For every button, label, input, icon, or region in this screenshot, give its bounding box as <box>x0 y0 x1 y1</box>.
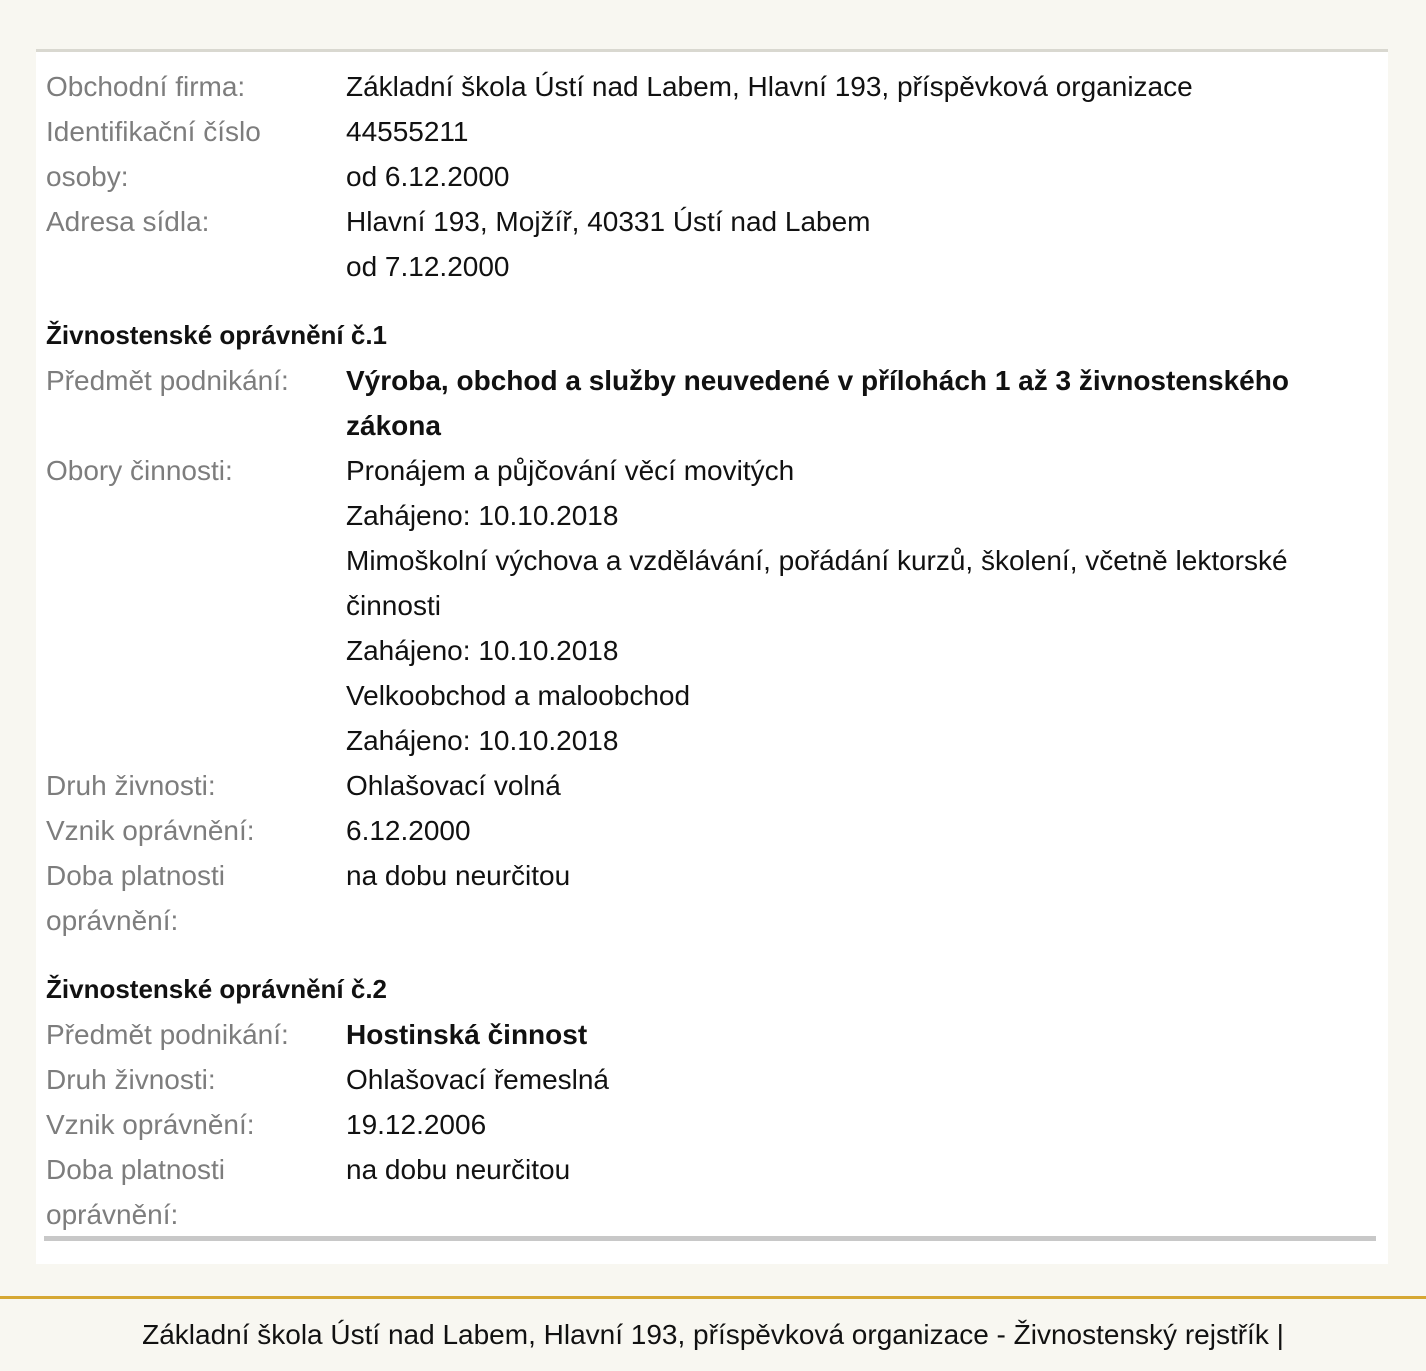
field-name: Mimoškolní výchova a vzdělávání, pořádání kurzů, školení, včetně lektorské činnosti <box>346 545 1288 621</box>
panel-bottom-divider <box>44 1236 1376 1241</box>
address-label: Adresa sídla: <box>46 206 210 237</box>
row-licence-1-subject <box>46 358 1378 448</box>
address-value: Hlavní 193, Mojžíř, 40331 Ústí nad Labem <box>346 206 871 237</box>
licence-2-origin-value: 19.12.2006 <box>346 1109 487 1140</box>
id-number-value: 44555211 <box>346 116 469 147</box>
licence-1-type-value: Ohlašovací volná <box>346 770 561 801</box>
licence-1-validity-label <box>46 853 346 943</box>
row-licence-1-fields <box>46 448 1378 763</box>
row-licence-1-type <box>46 763 1378 808</box>
id-number-value-block <box>346 109 1378 199</box>
row-licence-2-origin <box>46 1102 1378 1147</box>
licence-1-type-label: Druh živnosti: <box>46 770 216 801</box>
licence-1-fields-list <box>346 448 1378 763</box>
licence-1-heading: Živnostenské oprávnění č.1 <box>46 320 388 350</box>
address-value-block <box>346 199 1378 289</box>
licence-2-subject-label: Předmět podnikání: <box>46 1019 289 1050</box>
licence-2-type-value: Ohlašovací řemeslná <box>346 1064 610 1095</box>
licence-1-validity-label-line1: Doba platnosti <box>46 860 226 891</box>
licence-2-validity-label <box>46 1147 346 1237</box>
licence-2-validity-label-line2: oprávnění: <box>46 1199 179 1230</box>
licence-2-validity-value: na dobu neurčitou <box>346 1154 571 1185</box>
id-number-label <box>46 109 346 199</box>
field-name: Pronájem a půjčování věcí movitých <box>346 455 795 486</box>
business-name-value: Základní škola Ústí nad Labem, Hlavní 193, příspěvková organizace <box>346 71 1193 102</box>
licence-1-origin-label: Vznik oprávnění: <box>46 815 255 846</box>
licence-1-subject-value: Výroba, obchod a služby neuvedené v přílohách 1 až 3 živnostenského zákona <box>346 365 1289 441</box>
licence-1-subject-label: Předmět podnikání: <box>46 365 289 396</box>
field-started: Zahájeno: 10.10.2018 <box>346 635 619 666</box>
row-id-number <box>46 109 1378 199</box>
id-number-label-line2: osoby: <box>46 161 129 192</box>
record-panel <box>36 49 1388 1264</box>
field-name: Velkoobchod a maloobchod <box>346 680 691 711</box>
licence-2-validity-label-line1: Doba platnosti <box>46 1154 226 1185</box>
licence-1-fields-label: Obory činnosti: <box>46 455 233 486</box>
licence-2-type-label: Druh živnosti: <box>46 1064 216 1095</box>
id-number-label-line1: Identifikační číslo <box>46 116 261 147</box>
licence-2-heading: Živnostenské oprávnění č.2 <box>46 974 388 1004</box>
page-footer <box>0 1296 1426 1370</box>
licence-1-origin-value: 6.12.2000 <box>346 815 471 846</box>
id-number-since: od 6.12.2000 <box>346 161 510 192</box>
row-licence-1-origin <box>46 808 1378 853</box>
licence-1-validity-value: na dobu neurčitou <box>346 860 571 891</box>
row-address <box>46 199 1378 289</box>
licence-2-subject-value: Hostinská činnost <box>346 1019 588 1050</box>
licence-2-origin-label: Vznik oprávnění: <box>46 1109 255 1140</box>
field-started: Zahájeno: 10.10.2018 <box>346 500 619 531</box>
licence-1-validity-label-line2: oprávnění: <box>46 905 179 936</box>
record-content <box>46 64 1378 1237</box>
row-business-name <box>46 64 1378 109</box>
row-licence-1-validity <box>46 853 1378 943</box>
row-licence-2-validity <box>46 1147 1378 1237</box>
footer-text: Základní škola Ústí nad Labem, Hlavní 193, příspěvková organizace - Živnostenský rejstřík | <box>142 1319 1284 1350</box>
row-licence-2-type <box>46 1057 1378 1102</box>
row-licence-2-subject <box>46 1012 1378 1057</box>
business-name-label: Obchodní firma: <box>46 71 246 102</box>
field-started: Zahájeno: 10.10.2018 <box>346 725 619 756</box>
address-since: od 7.12.2000 <box>346 251 510 282</box>
